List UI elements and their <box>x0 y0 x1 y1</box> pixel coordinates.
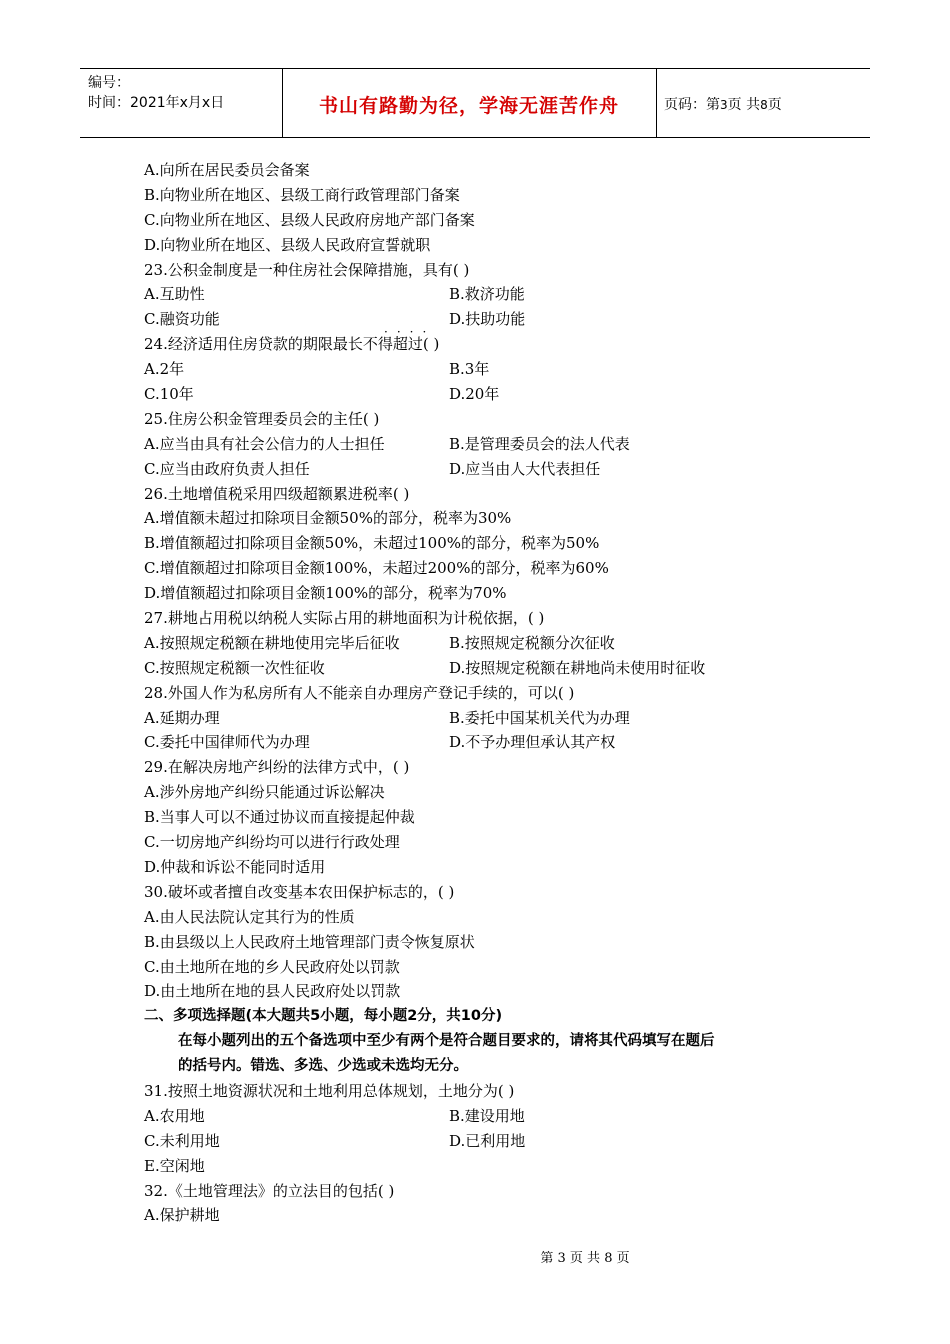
question-25: 25.住房公积金管理委员会的主任( ) <box>144 409 380 428</box>
option-c: C.10年 <box>144 385 194 404</box>
option-row <box>144 631 834 656</box>
option-b: B.增值额超过扣除项目金额50%，未超过100%的部分，税率为50% <box>144 534 600 553</box>
option-line: C.向物业所在地区、县级人民政府房地产部门备案 <box>144 210 475 229</box>
header-divider <box>656 69 657 137</box>
option-line: B.向物业所在地区、县级工商行政管理部门备案 <box>144 185 460 204</box>
page-total: 8 <box>760 98 768 112</box>
option-c: C.按照规定税额一次性征收 <box>144 658 325 677</box>
option-row <box>144 1104 834 1129</box>
document-body <box>144 158 834 1228</box>
option-line: D.向物业所在地区、县级人民政府宣誓就职 <box>144 235 431 254</box>
option-c: C.委托中国律师代为办理 <box>144 733 310 752</box>
option-c: C.融资功能 <box>144 310 220 329</box>
option-b: B.3年 <box>449 360 490 379</box>
option-b: B.当事人可以不通过协议而直接提起仲裁 <box>144 808 415 827</box>
option-c: C.增值额超过扣除项目金额100%，未超过200%的部分，税率为60% <box>144 559 609 578</box>
question-31: 31.按照土地资源状况和土地利用总体规划，土地分为( ) <box>144 1081 515 1100</box>
question-28: 28.外国人作为私房所有人不能亲自办理房产登记手续的，可以( ) <box>144 683 575 702</box>
option-a: A.由人民法院认定其行为的性质 <box>144 907 355 926</box>
option-a: A.2年 <box>144 360 185 379</box>
page-mid: 页 共 <box>727 97 761 113</box>
question-29: 29.在解决房地产纠纷的法律方式中，( ) <box>144 758 410 777</box>
option-row <box>144 307 834 332</box>
option-e: E.空闲地 <box>144 1156 205 1175</box>
option-d: D.增值额超过扣除项目金额100%的部分，税率为70% <box>144 584 507 603</box>
option-b: B.由县级以上人民政府土地管理部门责令恢复原状 <box>144 932 475 951</box>
option-d: D.20年 <box>449 385 500 404</box>
question-32: 32.《土地管理法》的立法目的包括( ) <box>144 1181 395 1200</box>
option-d: D.不予办理但承认其产权 <box>449 733 616 752</box>
option-d: D.扶助功能 <box>449 310 526 329</box>
header-page-info <box>664 94 782 114</box>
option-b: B.按照规定税额分次征收 <box>449 633 615 652</box>
section-2-note: 在每小题列出的五个备选项中至少有两个是符合题目要求的，请将其代码填写在题后 <box>178 1033 715 1050</box>
question-30: 30.破坏或者擅自改变基本农田保护标志的，( ) <box>144 882 455 901</box>
option-row <box>144 706 834 731</box>
option-row <box>144 656 834 681</box>
option-b: B.委托中国某机关代为办理 <box>449 708 630 727</box>
option-c: C.由土地所在地的乡人民政府处以罚款 <box>144 957 400 976</box>
option-row <box>144 432 834 457</box>
page-footer: 第 3 页 共 8 页 <box>540 1251 630 1266</box>
option-a: A.按照规定税额在耕地使用完毕后征收 <box>144 633 400 652</box>
section-2-heading: 二、多项选择题(本大题共5小题，每小题2分，共10分) <box>144 1008 503 1025</box>
section-2-note: 的括号内。错选、多选、少选或未选均无分。 <box>178 1058 468 1075</box>
option-b: B.是管理委员会的法人代表 <box>449 434 630 453</box>
option-a: A.延期办理 <box>144 708 220 727</box>
option-row <box>144 1129 834 1154</box>
header-meta <box>88 73 224 113</box>
question-24 <box>144 325 834 357</box>
question-27: 27.耕地占用税以纳税人实际占用的耕地面积为计税依据，( ) <box>144 609 545 628</box>
option-c: C.应当由政府负责人担任 <box>144 459 310 478</box>
option-a: A.涉外房地产纠纷只能通过诉讼解决 <box>144 783 385 802</box>
question-23: 23.公积金制度是一种住房社会保障措施，具有( ) <box>144 260 470 279</box>
option-c: C.一切房地产纠纷均可以进行行政处理 <box>144 833 400 852</box>
option-line: A.向所在居民委员会备案 <box>144 161 310 179</box>
question-24-text: 24.经济适用住房贷款的期限最长不得超过( ) <box>144 335 440 354</box>
emphasis-dots: ···· <box>384 325 436 340</box>
number-label: 编号： <box>88 75 130 91</box>
time-label: 时间：2021年x月x日 <box>88 95 225 111</box>
option-a: A.保护耕地 <box>144 1206 220 1225</box>
option-d: D.仲裁和诉讼不能同时适用 <box>144 857 326 876</box>
option-b: B.建设用地 <box>449 1106 525 1125</box>
header-motto: 书山有路勤为径，学海无涯苦作舟 <box>318 95 619 117</box>
page-suffix: 页 <box>767 97 782 113</box>
option-d: D.由土地所在地的县人民政府处以罚款 <box>144 982 401 1001</box>
page-prefix: 页码：第 <box>664 97 720 113</box>
question-26: 26.土地增值税采用四级超额累进税率( ) <box>144 484 410 503</box>
option-a: A.农用地 <box>144 1106 205 1125</box>
option-a: A.应当由具有社会公信力的人士担任 <box>144 434 385 453</box>
option-a: A.互助性 <box>144 285 205 304</box>
option-row <box>144 382 834 407</box>
option-d: D.已利用地 <box>449 1131 526 1150</box>
page-current: 3 <box>720 98 728 112</box>
option-c: C.未利用地 <box>144 1131 220 1150</box>
option-row <box>144 357 834 382</box>
option-row <box>144 457 834 482</box>
option-b: B.救济功能 <box>449 285 525 304</box>
option-d: D.应当由人大代表担任 <box>449 459 601 478</box>
option-row <box>144 730 834 755</box>
option-d: D.按照规定税额在耕地尚未使用时征收 <box>449 658 706 677</box>
option-a: A.增值额未超过扣除项目金额50%的部分，税率为30% <box>144 509 512 528</box>
page-header <box>80 68 870 138</box>
option-row <box>144 282 834 307</box>
